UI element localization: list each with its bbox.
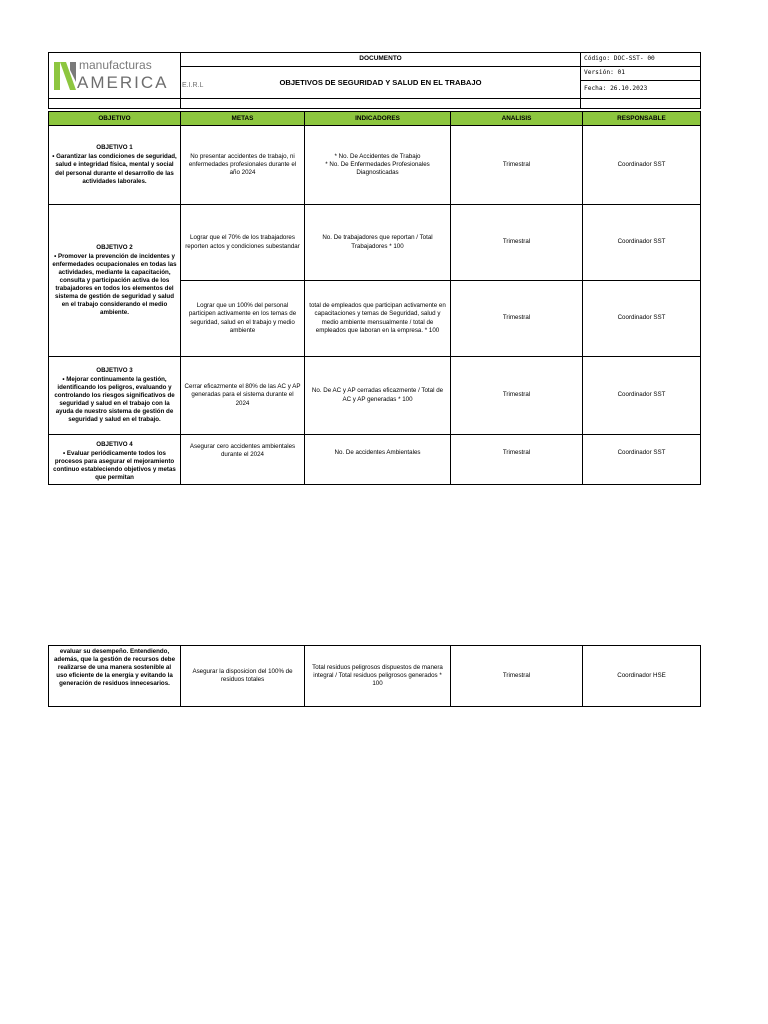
doc-date: Fecha: 26.10.2023 [581,81,701,99]
document-header [48,52,701,109]
logo-suffix: E.I.R.L [182,82,204,89]
analysis-cell: Trimestral [451,357,583,435]
analysis-cell: Trimestral [451,435,583,485]
meta-cell: Asegurar cero accidentes ambientales durante el 2024 [181,435,305,485]
col-analisis: ANALISIS [451,112,583,126]
spacer-cell [581,99,701,109]
indicator-cell: No. De AC y AP cerradas eficazmente / Total de AC y AP generadas * 100 [305,357,451,435]
doc-code: Código: DOC-SST- 00 [581,53,701,67]
objective-title: OBJETIVO 1 [96,144,133,152]
responsible-cell: Coordinador SST [583,126,701,205]
table-row [49,357,701,435]
col-metas: METAS [181,112,305,126]
indicator-cell: total de empleados que participan activamente en capacitaciones y temas de Seguridad, salud y medio ambiente mensualmente / total de empleados que laboran en la empresa. * 100 [305,281,451,357]
logo-company: manufacturas [79,58,152,72]
objective-text: • Garantizar las condiciones de seguridad, salud e integridad física, mental y social del personal durante el desarrollo de las actividades laborales. [52,153,177,185]
doc-label: DOCUMENTO [181,53,581,67]
objective-title: OBJETIVO 4 [96,440,133,448]
objective-4-continued: evaluar su desempeño. Entendiendo, además, que la gestión de recursos debe realizarse de una manera sostenible al uso eficiente de la energía y evitando la generación de residuos innecesarios. [49,646,181,707]
responsible-cell: Coordinador SST [583,205,701,281]
objective-3 [49,357,181,435]
responsible-cell: Coordinador HSE [583,646,701,707]
meta-cell: No presentar accidentes de trabajo, ni enfermedades profesionales durante el año 2024 [181,126,305,205]
col-objetivo: OBJETIVO [49,112,181,126]
indicator-cell: * No. De Accidentes de Trabajo * No. De Enfermedades Profesionales Diagnosticadas [305,126,451,205]
analysis-cell: Trimestral [451,205,583,281]
analysis-cell: Trimestral [451,126,583,205]
analysis-cell: Trimestral [451,646,583,707]
indicator-cell: No. De accidentes Ambientales [305,435,451,485]
objective-text: • Mejorar continuamente la gestión, identificando los peligros, evaluando y controlando los riesgos significativos de seguridad y salud en el trabajo con la ayuda de nuestro sistema de gestión de seguridad y salud en el trabajo. [54,375,175,424]
col-responsable: RESPONSABLE [583,112,701,126]
objectives-table [48,111,701,485]
meta-cell: Lograr que un 100% del personal participen activamente en los temas de seguridad, salud en el trabajo y medio ambiente [181,281,305,357]
objective-title: OBJETIVO 3 [96,366,133,374]
objective-2 [49,205,181,357]
indicator-cell: No. De trabajadores que reportan / Total Trabajadores * 100 [305,205,451,281]
table-header-row [49,112,701,126]
doc-title: OBJETIVOS DE SEGURIDAD Y SALUD EN EL TRABAJO [181,67,581,99]
objective-1 [49,126,181,205]
doc-version: Versión: 01 [581,67,701,81]
table-row [49,646,701,707]
meta-cell: Asegurar la disposicion del 100% de residuos totales [181,646,305,707]
objective-4 [49,435,181,485]
table-row [49,435,701,485]
analysis-cell: Trimestral [451,281,583,357]
spacer-cell [49,99,181,109]
objective-text: • Evaluar periódicamente todos los procesos para asegurar el mejoramiento continuo estableciendo objetivos y metas que permitan [53,449,176,481]
table-row [49,126,701,205]
meta-cell: Lograr que el 70% de los trabajadores reporten actos y condiciones subestandar [181,205,305,281]
meta-cell: Cerrar eficazmente el 80% de las AC y AP generadas para el sistema durante el 2024 [181,357,305,435]
objective-text: • Promover la prevención de incidentes y enfermedades ocupacionales en todas las actividades, mediante la capacitación, consulta y participación activa de los trabajadores en todos los elementos del sistema de gestión de seguridad y salud en el trabajo considerando el medio ambiente. [52,252,177,317]
spacer-cell [181,99,581,109]
objective-title: OBJETIVO 2 [96,243,133,251]
responsible-cell: Coordinador SST [583,435,701,485]
logo-brand: AMERICA [77,73,169,92]
indicator-cell: Total residuos peligrosos dispuestos de manera integral / Total residuos peligrosos generados * 100 [305,646,451,707]
company-logo [49,53,204,99]
responsible-cell: Coordinador SST [583,281,701,357]
logo-mark-icon [54,62,76,90]
table-row [49,205,701,281]
col-indicadores: INDICADORES [305,112,451,126]
responsible-cell: Coordinador SST [583,357,701,435]
objectives-table-continuation [48,645,701,707]
